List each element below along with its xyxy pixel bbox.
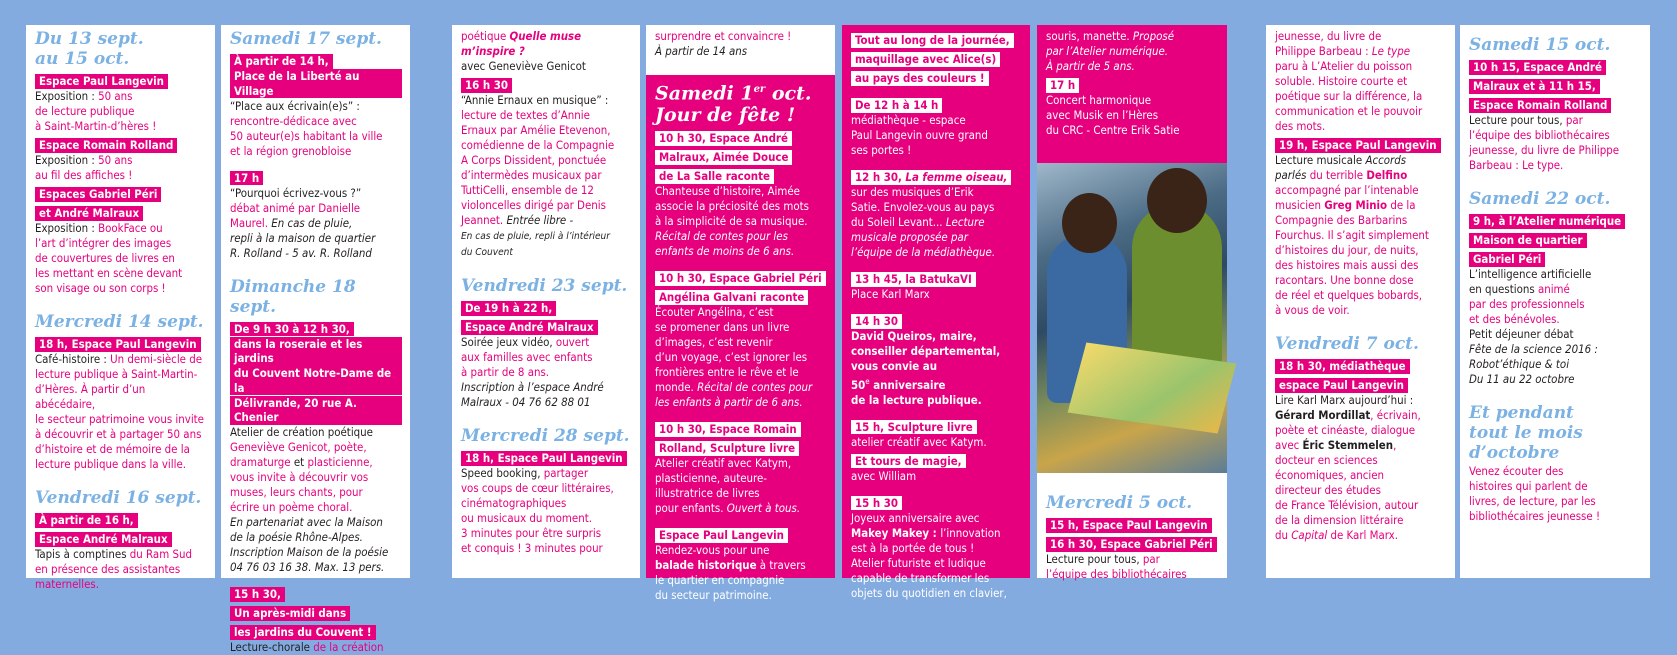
event-tag: Place de la Liberté au Village: [230, 69, 402, 98]
event-tag: 16 h 30: [461, 78, 512, 93]
event-tag: Délivrande, 20 rue A. Chenier: [230, 396, 402, 425]
event-tag: 18 h, Espace Paul Langevin: [35, 337, 201, 352]
event-tag: Espace Romain Rolland: [1469, 98, 1611, 113]
event-tag: De 9 h 30 à 12 h 30,: [230, 322, 354, 337]
date-heading: Vendredi 16 sept.: [35, 488, 202, 508]
column-7: [1266, 25, 1455, 578]
column-6-bottom: [1037, 473, 1227, 581]
event-text: Joyeux anniversaire avec Makey Makey : l’innovation est à la portée de tous ! Atelier futuriste et ludique capable de transformer les objets du quotidien en clavier,: [851, 510, 1007, 600]
event-tag: 18 h, Espace Paul Langevin: [461, 451, 627, 466]
event-text: Exposition : 50 ans de lecture publique à Saint-Martin-d’hères !: [35, 89, 157, 133]
date-heading: Dimanche 18 sept.: [230, 276, 356, 317]
column-5: [842, 25, 1030, 600]
event-tag: De 19 h à 22 h,: [461, 301, 556, 316]
event-text: sur des musiques d’Erik Satie. Envolez-vous au pays du Soleil Levant... Lecture musicale proposée par l’équipe de la médiathèque.: [851, 185, 996, 259]
column-4: [646, 75, 835, 603]
event-text: Speed booking, partager vos coups de cœur littéraires, cinématographiques ou musicaux du moment. 3 minutes pour être surpris et conquis ! 3 minutes pour: [461, 466, 614, 555]
column-6-top: [1037, 25, 1227, 163]
event-tag: et André Malraux: [35, 206, 143, 221]
event-tag: À partir de 16 h,: [35, 513, 138, 528]
event-text: médiathèque - espace Paul Langevin ouvre grand ses portes !: [851, 113, 988, 157]
event-tag: Gabriel Péri: [1469, 252, 1545, 267]
event-tag: 16 h 30, Espace Gabriel Péri: [1046, 537, 1217, 552]
event-tag: maquillage avec Alice(s): [851, 52, 1000, 67]
event-text: L’intelligence artificielle en questions animé par des professionnels et des bénévoles. Petit déjeuner débat Fête de la science 2016 : Robot’éthique & toi Du 11 au 22 octobre: [1469, 267, 1598, 386]
date-heading: Samedi 22 oct.: [1469, 189, 1611, 209]
event-tag: 9 h, à l’Atelier numérique: [1469, 214, 1625, 229]
event-tag: Espace André Malraux: [461, 320, 598, 335]
event-tag: Un après-midi dans: [230, 606, 350, 621]
event-text: jeunesse, du livre de Philippe Barbeau : Le type paru à L’Atelier du poisson soluble. Histoire courte et poétique sur la différence, la communication et le pouvoir des mots.: [1275, 29, 1423, 133]
event-tag: Et tours de magie,: [851, 454, 966, 469]
event-tag: Malraux, Aimée Douce: [655, 150, 792, 165]
event-tag: 15 h, Sculpture livre: [851, 420, 977, 435]
event-tag: 12 h 30, La femme oiseau,: [851, 170, 1011, 185]
event-tag: 17 h: [1046, 78, 1079, 93]
event-text: Lecture pour tous, par l’équipe des bibliothécaires: [1046, 552, 1187, 581]
column-1: [26, 25, 215, 591]
column-8: [1460, 25, 1650, 578]
event-tag: Espace André Malraux: [35, 532, 172, 547]
event-text: Lire Karl Marx aujourd’hui : Gérard Mordillat, écrivain, poète et cinéaste, dialogue avec Éric Stemmelen, docteur en sciences économiques, ancien directeur des études de France Télévision, autour de la dimension littéraire du Capital de Karl Marx.: [1275, 393, 1421, 542]
date-heading: Et pendant tout le mois d’octobre: [1469, 403, 1583, 463]
date-heading: Mercredi 14 sept.: [35, 312, 204, 332]
event-tag: À partir de 14 h,: [230, 54, 333, 69]
event-text: “Place aux écrivain(e)s” : rencontre-dédicace avec 50 auteur(e)s habitant la ville et la région grenobloise: [230, 98, 383, 158]
event-tag: 13 h 45, la BatukaVI: [851, 272, 976, 287]
event-text: Concert harmonique avec Musik en l’Hères du CRC - Centre Erik Satie: [1046, 93, 1180, 137]
event-text: avec William: [851, 468, 917, 483]
event-tag: 15 h 30,: [230, 587, 285, 602]
event-tag: 17 h: [230, 171, 263, 186]
column-2: [221, 25, 410, 654]
event-tag: Maison de quartier: [1469, 233, 1587, 248]
event-text: “Annie Ernaux en musique” : lecture de textes d’Annie Ernaux par Amélie Etevenon, comédienne de la Compagnie A Corps Dissident, ponctuée d’intermèdes musicaux par TuttiCelli, ensemble de 12 violoncelles dirigé par Denis Jeannet. Entrée libre - En cas de pluie, repli à l’intérieur du Couvent: [461, 93, 615, 258]
event-tag: 10 h 30, Espace Romain: [655, 422, 801, 437]
date-heading: Samedi 15 oct.: [1469, 35, 1611, 55]
event-tag: Tout au long de la journée,: [851, 33, 1014, 48]
event-text: Lecture pour tous, par l’équipe des bibliothécaires jeunesse, du livre de Philippe Barbeau : Le type.: [1469, 113, 1620, 172]
event-tag: Espace Paul Langevin: [655, 528, 788, 543]
event-text: souris, manette. Proposé par l’Atelier numérique. À partir de 5 ans.: [1046, 29, 1175, 73]
event-text: Exposition : BookFace ou l’art d’intégrer des images de couvertures de livres en les mettant en scène devant son visage ou son corps !: [35, 221, 183, 295]
date-heading: Mercredi 28 sept.: [461, 426, 630, 446]
event-tag: de La Salle raconte: [655, 169, 774, 184]
date-heading: Du 13 sept. au 15 oct.: [35, 29, 144, 69]
event-text: Tapis à comptines du Ram Sud en présence des assistantes maternelles.: [35, 547, 192, 591]
event-text: Lecture musicale Accords parlés du terrible Delfino accompagné par l’intenable musicien Greg Minio de la Compagnie des Barbarins Fourchus. Il s’agit simplement d’histoires du jour, de nuits, des histoires mais aussi des racontars. Une bonne dose de réel et quelques bobards, à vous de voir.: [1275, 153, 1429, 317]
event-tag: 14 h 30: [851, 314, 902, 329]
event-tag: du Couvent Notre-Dame de la: [230, 366, 402, 395]
date-heading: Samedi 17 sept.: [230, 29, 382, 49]
event-text: Atelier de création poétique Geneviève Genicot, poète, dramaturge et plasticienne, vous invite à découvrir vos muses, leurs chants, pour écrire un poème choral. En partenariat avec la Maison de la poésie Rhône-Alpes. Inscription Maison de la poésie 04 76 03 16 38. Max. 13 pers.: [230, 425, 389, 574]
event-tag: au pays des couleurs !: [851, 71, 989, 86]
event-text: Lecture-chorale de la création: [230, 640, 384, 654]
event-text: poétique Quelle muse m’inspire ? avec Geneviève Genicot: [461, 29, 586, 73]
event-tag: 10 h 30, Espace André: [655, 131, 792, 146]
event-tag: 10 h 15, Espace André: [1469, 60, 1606, 75]
column-4-top: [646, 25, 835, 75]
column-3: [452, 25, 640, 578]
event-tag: De 12 h à 14 h: [851, 98, 942, 113]
event-tag: les jardins du Couvent !: [230, 625, 376, 640]
event-text: “Pourquoi écrivez-vous ?” débat animé par Danielle Maurel. En cas de pluie, repli à la maison de quartier R. Rolland - 5 av. R. Rolland: [230, 185, 376, 260]
event-tag: dans la roseraie et les jardins: [230, 337, 402, 366]
event-tag: Espace Paul Langevin: [35, 74, 168, 89]
event-text: Café-histoire : Un demi-siècle de lecture publique à Saint-Martin- d’Hères. À partir d’un abécédaire, le secteur patrimoine vous invite à découvrir et à partager 50 ans d’histoire et de mémoire de la lecture publique dans la ville.: [35, 352, 204, 471]
event-text: Atelier créatif avec Katym, plasticienne, auteure- illustratrice de livres pour enfants. Ouvert à tous.: [655, 456, 801, 516]
event-tag: 15 h 30: [851, 496, 902, 511]
event-tag: espace Paul Langevin: [1275, 378, 1408, 393]
event-text: Chanteuse d’histoire, Aimée associe la préciosité des mots à la simplicité de sa musique. Récital de contes pour les enfants de moins de 6 ans.: [655, 184, 809, 259]
event-text: surprendre et convaincre ! À partir de 14 ans: [655, 29, 792, 58]
event-text: Venez écouter des histoires qui parlent de livres, de lecture, par les bibliothécaires jeunesse !: [1469, 464, 1601, 523]
event-tag: 18 h 30, médiathèque: [1275, 359, 1410, 374]
event-tag: 15 h, Espace Paul Langevin: [1046, 518, 1212, 533]
event-text: atelier créatif avec Katym.: [851, 434, 987, 449]
event-tag: 19 h, Espace Paul Langevin: [1275, 138, 1441, 153]
event-text: David Queiros, maire, conseiller départemental, vous convie au 50e anniversaire de la lecture publique.: [851, 329, 1001, 407]
event-text: Rendez-vous pour une balade historique à travers le quartier en compagnie du secteur patrimoine.: [655, 543, 806, 603]
date-heading: Samedi 1er oct. Jour de fête !: [655, 82, 812, 127]
children-reading-photo: [1037, 163, 1227, 473]
event-text: Place Karl Marx: [851, 287, 930, 301]
date-heading: Vendredi 7 oct.: [1275, 334, 1419, 354]
event-tag: 10 h 30, Espace Gabriel Péri: [655, 271, 826, 286]
event-tag: Malraux et à 11 h 15,: [1469, 79, 1600, 94]
date-heading: Vendredi 23 sept.: [461, 276, 628, 296]
event-text: Soirée jeux vidéo, ouvert aux familles avec enfants à partir de 8 ans. Inscription à l’espace André Malraux - 04 76 62 88 01: [461, 335, 604, 409]
event-text: Écouter Angélina, c’est se promener dans un livre d’images, c’est revenir d’un voyage, c’est ignorer les frontières entre le rêve et le monde. Récital de contes pour les enfants à partir de 6 ans.: [655, 305, 813, 410]
date-heading: Mercredi 5 oct.: [1046, 493, 1193, 513]
event-tag: Angélina Galvani raconte: [655, 290, 808, 305]
event-tag: Espace Romain Rolland: [35, 138, 177, 153]
event-tag: Rolland, Sculpture livre: [655, 441, 799, 456]
event-text: Exposition : 50 ans au fil des affiches !: [35, 153, 133, 182]
event-tag: Espaces Gabriel Péri: [35, 187, 161, 202]
